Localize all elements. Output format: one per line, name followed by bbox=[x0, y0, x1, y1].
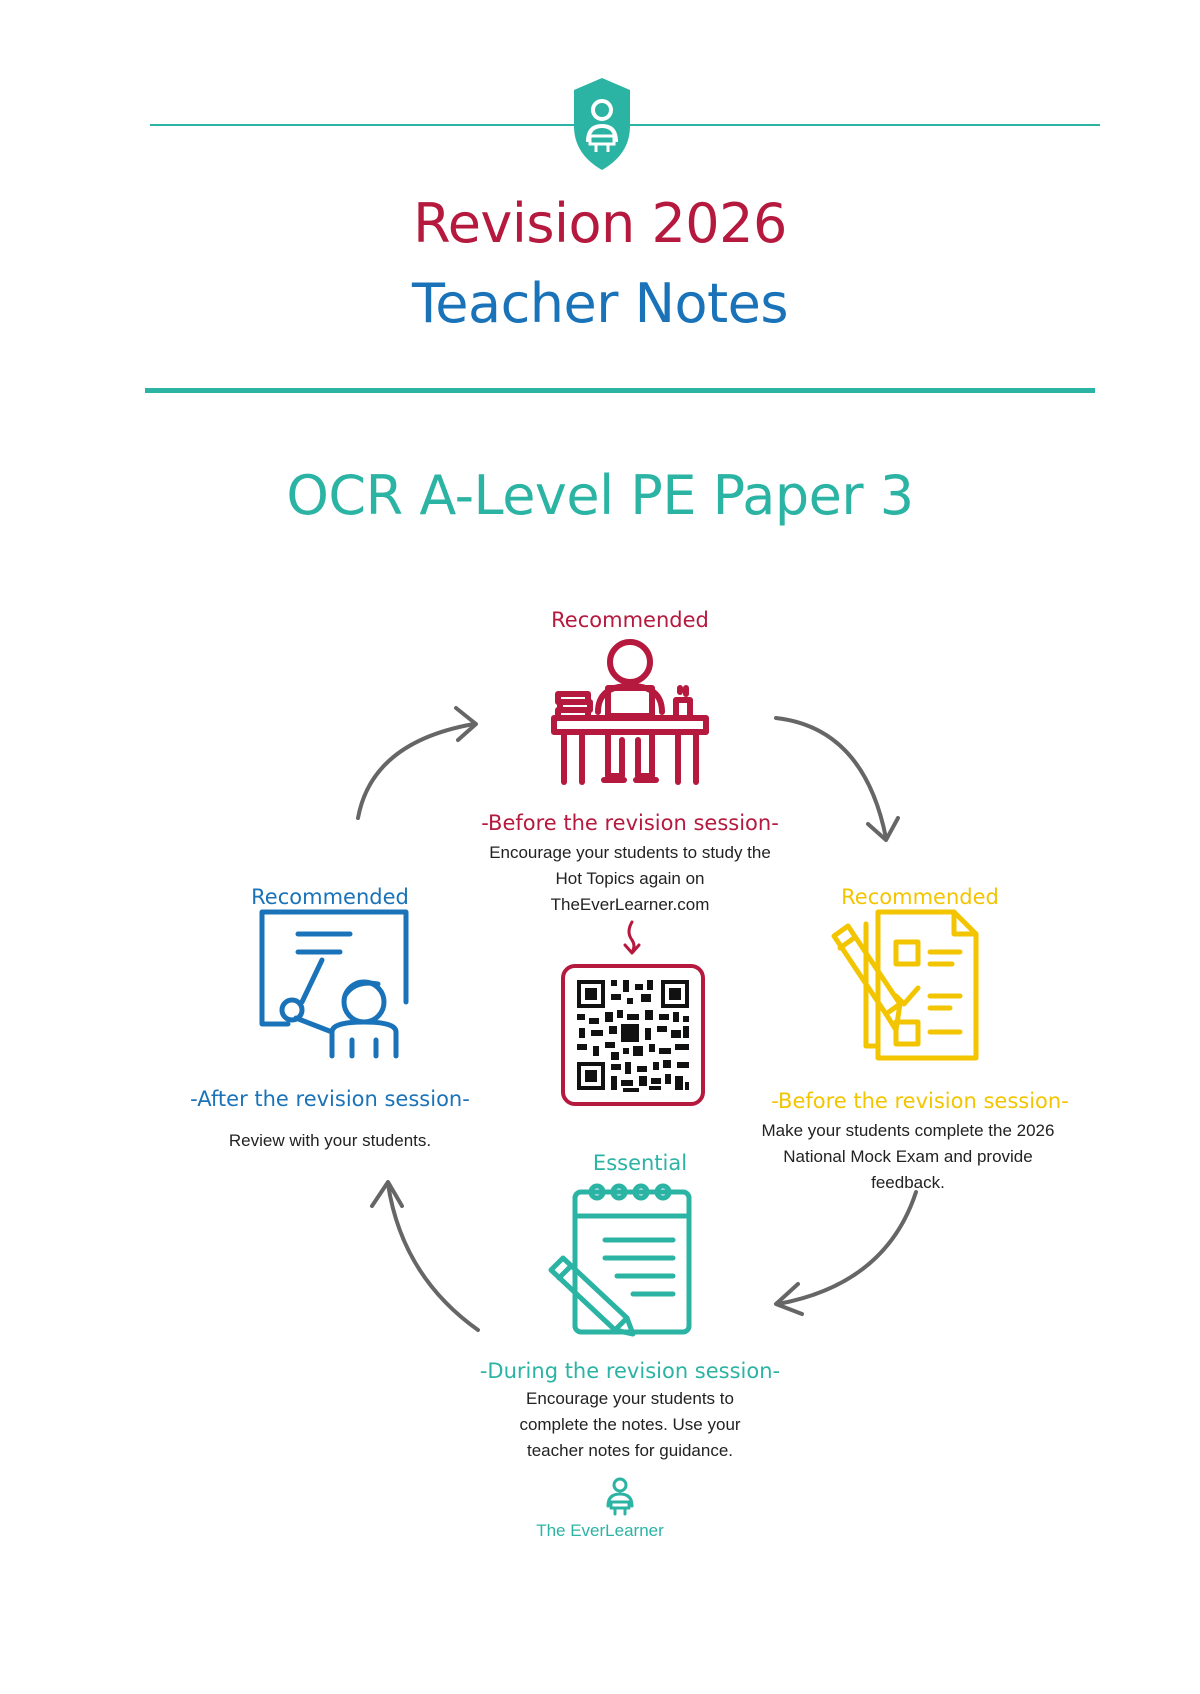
bottom-step-text: Encourage your students to complete the notes. Use your teacher notes for guidance. bbox=[519, 1389, 741, 1460]
qr-code bbox=[561, 964, 705, 1106]
subject-title: OCR A-Level PE Paper 3 bbox=[286, 464, 914, 527]
left-step-priority: Recommended bbox=[251, 885, 409, 909]
shield-logo-icon bbox=[570, 76, 634, 172]
title-revision: Revision 2026 bbox=[413, 192, 787, 255]
top-step-heading: -Before the revision session- bbox=[481, 811, 779, 835]
cycle-arrow-right-to-bottom-icon bbox=[760, 1180, 930, 1320]
top-step-priority: Recommended bbox=[551, 608, 709, 632]
exam-paper-icon bbox=[826, 902, 996, 1064]
header-bottom-rule bbox=[145, 388, 1095, 393]
arrow-down-icon bbox=[620, 920, 644, 956]
bottom-step-heading: -During the revision session- bbox=[479, 1359, 781, 1383]
cycle-arrow-bottom-to-left-icon bbox=[366, 1172, 496, 1342]
everlearner-logo-icon bbox=[603, 1476, 637, 1516]
cycle-arrow-left-to-top-icon bbox=[340, 700, 490, 830]
left-step-heading: -After the revision session- bbox=[190, 1087, 470, 1111]
student-at-desk-icon bbox=[550, 636, 710, 786]
teacher-board-icon bbox=[252, 906, 416, 1060]
right-step-priority: Recommended bbox=[841, 885, 999, 909]
title-teacher-notes: Teacher Notes bbox=[411, 272, 789, 335]
left-step-text: Review with your students. bbox=[228, 1131, 432, 1150]
cycle-arrow-top-to-right-icon bbox=[770, 700, 900, 850]
right-step-text: Make your students complete the 2026 National Mock Exam and provide feedback. bbox=[761, 1121, 1055, 1192]
right-step-heading: -Before the revision session- bbox=[771, 1089, 1069, 1113]
notepad-pencil-icon bbox=[545, 1176, 695, 1336]
footer-brand-name: The EverLearner bbox=[536, 1521, 664, 1540]
bottom-step-priority: Essential bbox=[592, 1151, 688, 1175]
top-step-text: Encourage your students to study the Hot Topics again on TheEverLearner.com bbox=[489, 843, 771, 914]
